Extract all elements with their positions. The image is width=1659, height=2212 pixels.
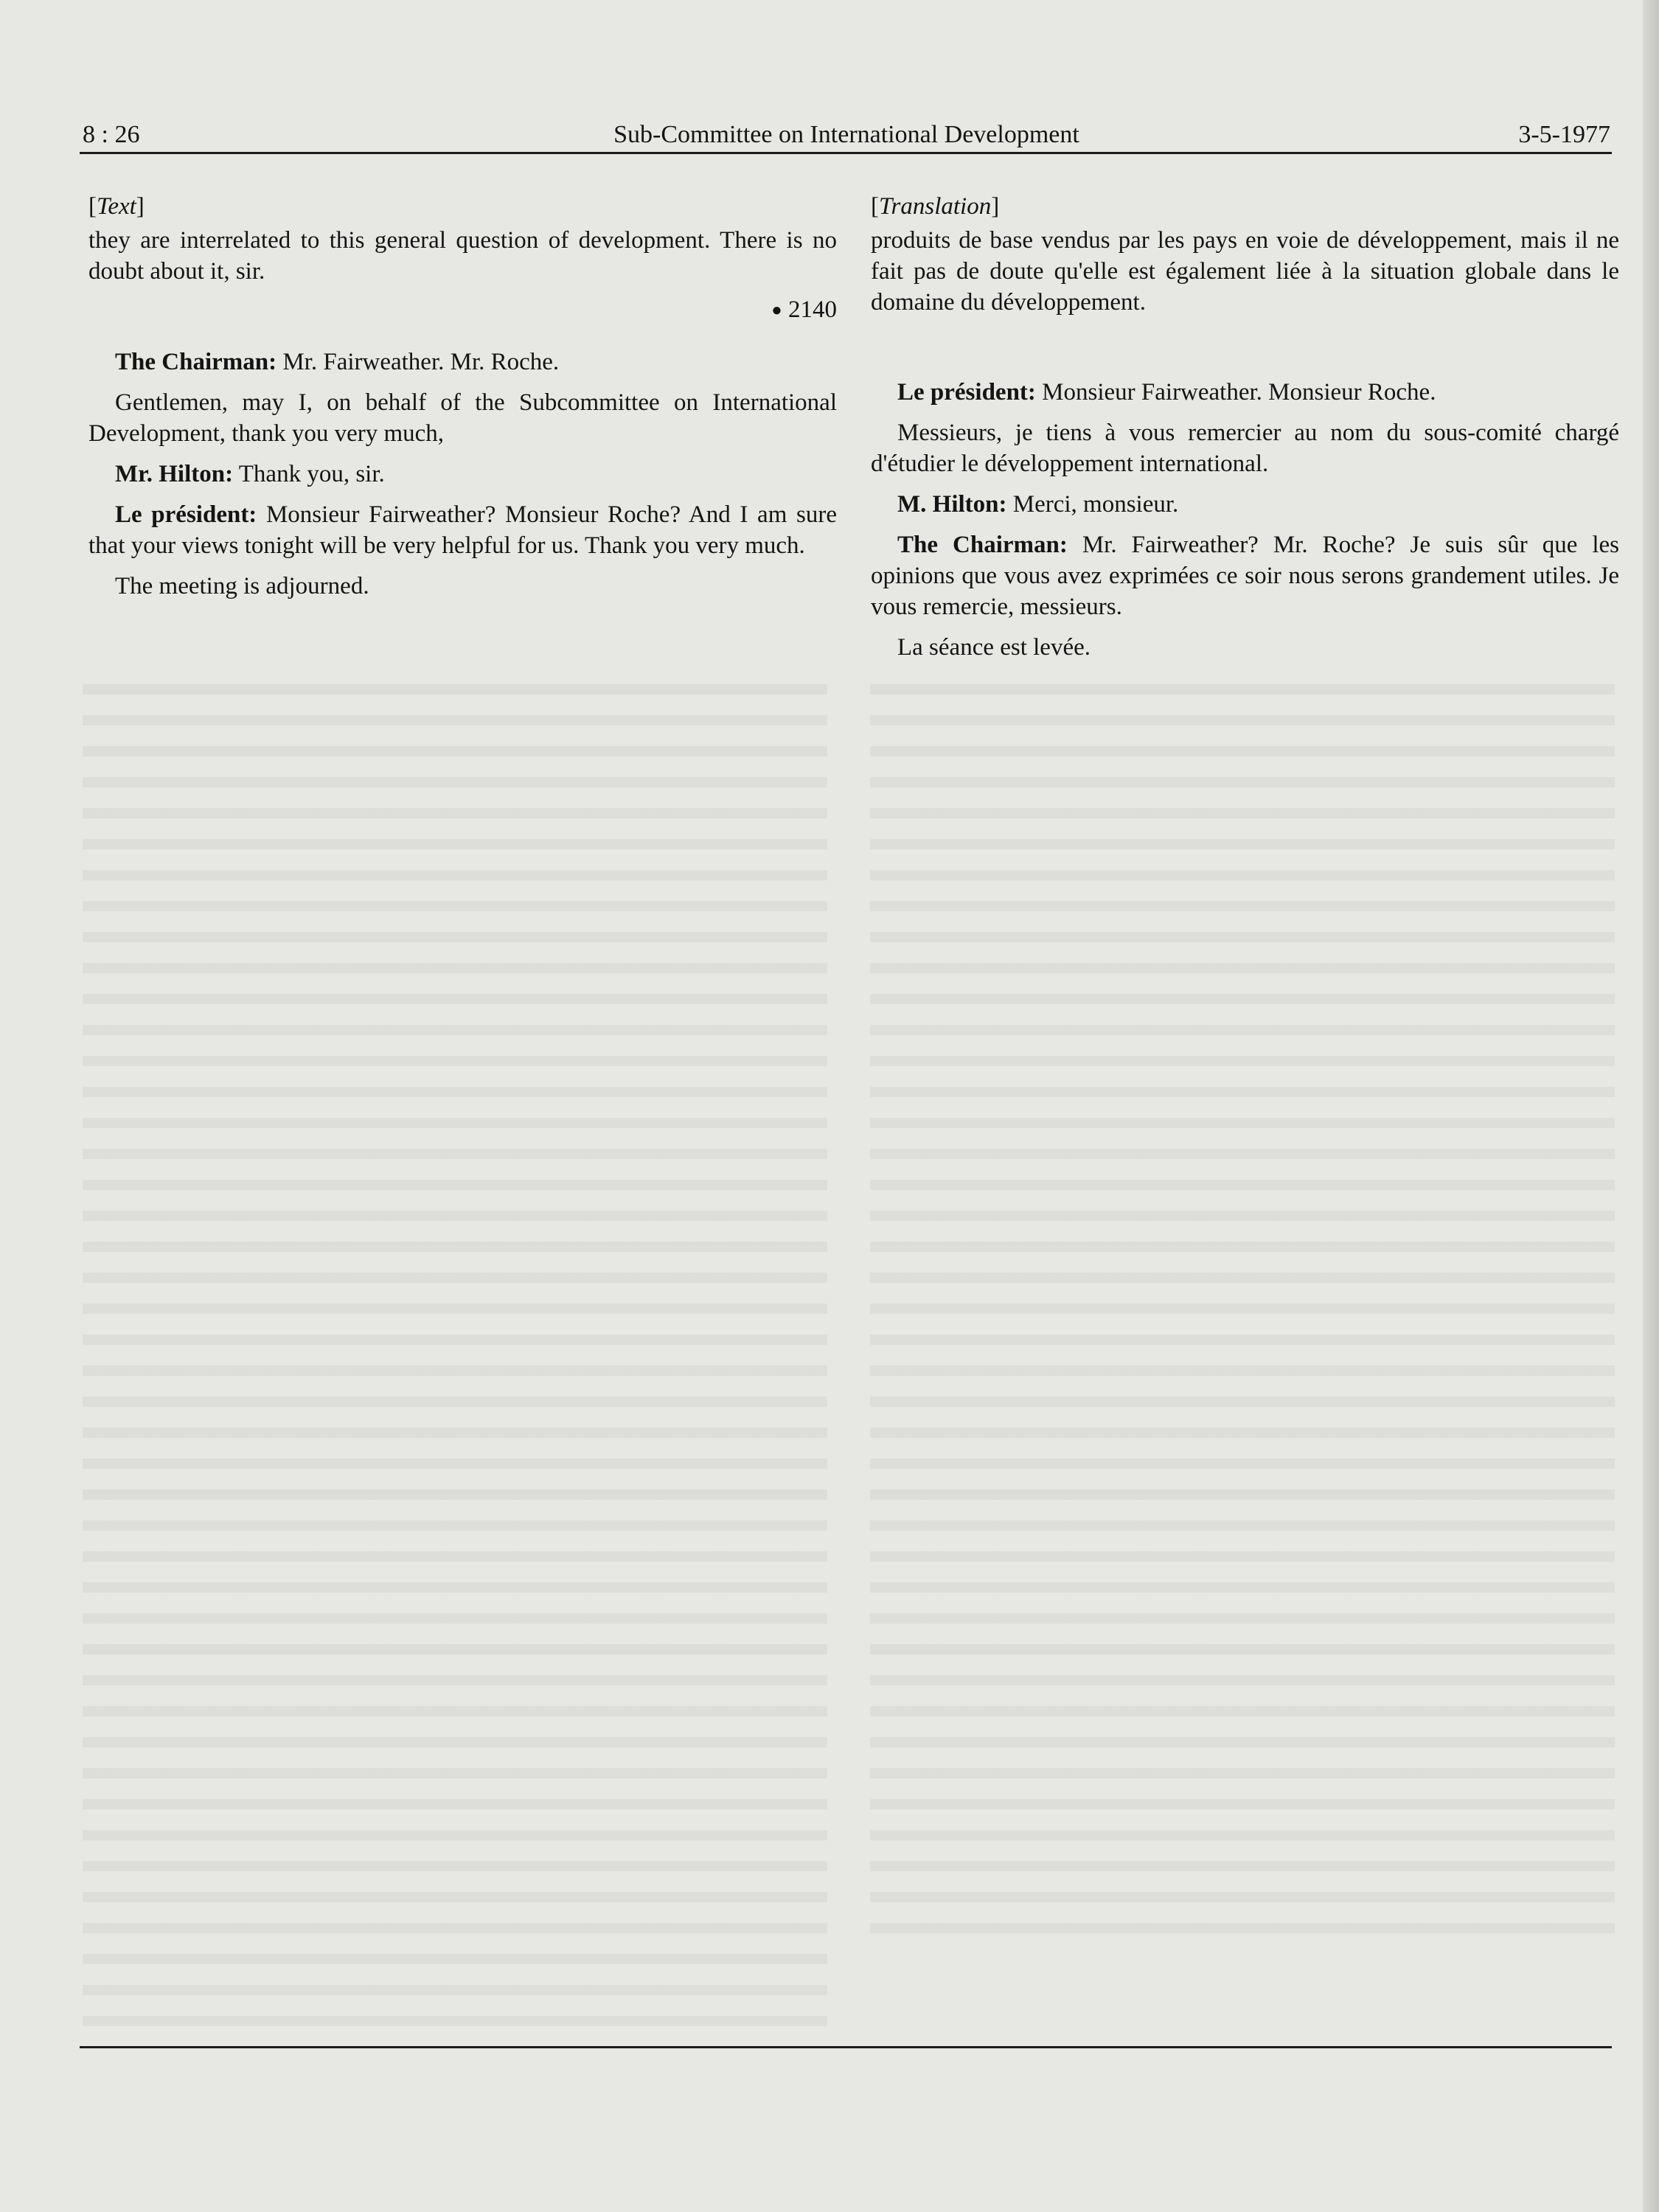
footer-rule xyxy=(80,2046,1612,2048)
paragraph-continuation: they are interrelated to this general question of development. There is no doubt about it, sir. xyxy=(88,227,837,285)
paragraph-thanks: Messieurs, je tiens à vous remercier au nom du sous-comité chargé d'étudier le développement international. xyxy=(871,420,1619,477)
running-title: Sub-Committee on International Development xyxy=(613,121,1079,148)
paragraph-hilton: Mr. Hilton: Thank you, sir. xyxy=(115,461,385,487)
paragraph-chairman: The Chairman: Mr. Fairweather. Mr. Roche. xyxy=(115,349,560,375)
speaker-name: Mr. Hilton: xyxy=(115,461,234,487)
speaker-name: The Chairman: xyxy=(897,532,1068,558)
paragraph-adjourned: The meeting is adjourned. xyxy=(115,573,369,599)
column-tag-text: [Text] xyxy=(88,193,145,220)
header-date: 3-5-1977 xyxy=(1518,121,1610,148)
speaker-name: Le président: xyxy=(897,379,1036,406)
page-edge xyxy=(1643,0,1659,2212)
header-rule xyxy=(80,152,1612,154)
paragraph-continuation: produits de base vendus par les pays en voie de développement, mais il ne fait pas de doute qu'elle est également liée à la situation globale dans le domaine du développement. xyxy=(871,227,1619,316)
show-through-right xyxy=(870,664,1615,1947)
page-header xyxy=(83,118,1610,155)
paragraph-president: Le président: Monsieur Fairweather. Monsieur Roche. xyxy=(897,379,1436,406)
paragraph-hilton: M. Hilton: Merci, monsieur. xyxy=(897,491,1179,518)
paragraph-chairman: The Chairman: Mr. Fairweather? Mr. Roche? Je suis sûr que les opinions que vous avez exprimées ce soir nous serons grandement utiles. Je vous remercie, messieurs. xyxy=(871,532,1620,620)
speaker-name: M. Hilton: xyxy=(897,491,1007,518)
paragraph-thanks: Gentlemen, may I, on behalf of the Subcommittee on International Development, thank you very much, xyxy=(88,389,837,447)
page-reference: 8 : 26 xyxy=(83,121,140,148)
french-column xyxy=(871,190,1619,672)
bullet-icon: ● xyxy=(771,301,782,320)
time-marker: ● 2140 xyxy=(771,296,837,323)
english-column xyxy=(88,190,837,611)
show-through-left xyxy=(83,664,827,2028)
speaker-name: Le président: xyxy=(115,501,257,528)
column-tag-translation: [Translation] xyxy=(871,193,1000,220)
speaker-name: The Chairman: xyxy=(115,349,277,375)
paragraph-adjourned: La séance est levée. xyxy=(897,634,1091,661)
paragraph-president: Le président: Monsieur Fairweather? Monsieur Roche? And I am sure that your views tonight will be very helpful for us. Thank you very much. xyxy=(88,501,837,559)
